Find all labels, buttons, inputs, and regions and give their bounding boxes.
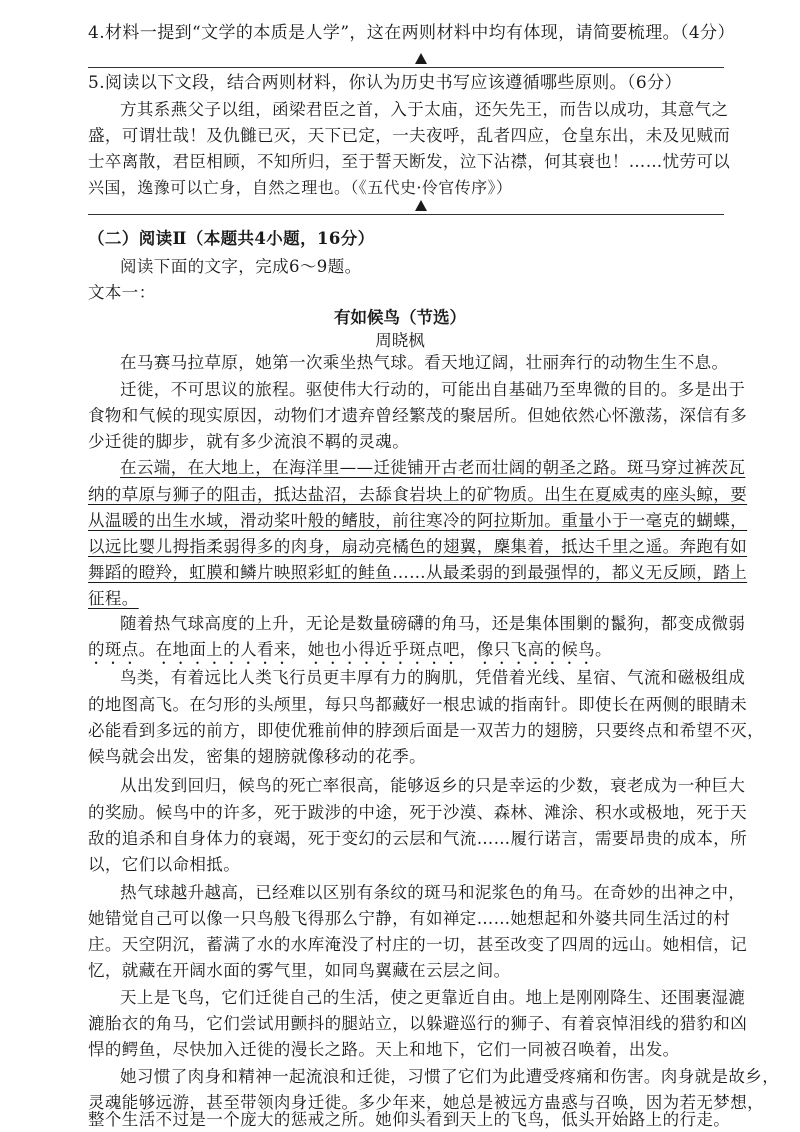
section-instruction: 阅读下面的文字，完成6～9题。 [120,257,362,276]
article-line: 她习惯了肉身和精神一起流浪和迁徙，习惯了它们为此遭受疼痛和伤害。肉身就是故乡， [120,1067,780,1086]
answer-line[interactable] [88,67,724,68]
question-4-number: 4. [88,23,106,43]
article-line: 的奖励。候鸟中的许多，死于跋涉的中途，死于沙漠、森林、滩涂、积水或极地，死于天 [88,803,748,822]
question-5 [88,73,682,93]
classical-passage-line: 士卒离散，君臣相顾，不知所归，至于誓天断发，泣下沾襟，何其衰也！……忧劳可以 [88,152,731,171]
article-line: 悍的鳄鱼，尽快加入迁徙的漫长之路。天上和地下，它们一同被召唤着，出发。 [88,1040,680,1059]
article-line: 热气球越升越高，已经难以区别有条纹的斑马和泥浆色的角马。在奇妙的出神之中， [120,883,746,902]
section-heading: （二）阅读Ⅱ（本题共4小题，16分） [88,229,375,248]
underlined-article-line: 纳的草原与狮子的阻击，抵达盐沼，去舔食岩块上的矿物质。出生在夏威夷的座头鲸，要 [88,485,748,504]
question-4-text: 材料一提到“文学的本质是人学”，这在两则材料中均有体现，请简要梳理。（4分） [105,23,735,43]
article-line: 在马赛马拉草原，她第一次乘坐热气球。看天地辽阔，壮丽奔行的动物生生不息。 [120,353,729,372]
article-line: 食物和气候的现实原因，动物们才遗弃曾经繁茂的聚居所。但她依然心怀激荡，深信有多 [88,406,748,425]
article-line: 鸟类，有着远比人类飞行员更丰厚有力的胸肌，凭借着光线、星宿、气流和磁极组成 [120,668,746,687]
question-5-text: 阅读以下文段，结合两则材料，你认为历史书写应该遵循哪些原则。（6分） [105,73,682,93]
article-line: 候鸟就会出发，密集的翅膀就像移动的花季。 [88,747,426,766]
article-line: 庄。天空阴沉，蓄满了水的水库淹没了村庄的一切，甚至改变了四周的远山。她相信，记 [88,935,748,954]
emphasized-article-line: 的斑点。在地面上的人看来，她也小得近乎斑点吧，像只飞高的候鸟。 [88,640,612,659]
article-line: 整个生活不过是一个庞大的惩戒之所。她仰头看到天上的飞鸟，低头开始路上的行走。 [88,1110,731,1129]
classical-passage-line: 方其系燕父子以组，函梁君臣之首，入于太庙，还矢先王，而告以成功，其意气之 [120,100,729,119]
article-line: 灵魂能够远游，甚至带领肉身迁徙。多少年来，她总是被远方蛊惑与召唤，因为若无梦想， [88,1093,764,1112]
article-line: 迁徙，不可思议的旅程。驱使伟大行动的，可能出自基础乃至卑微的目的。多是出于 [120,380,746,399]
answer-line[interactable] [88,214,724,215]
classical-passage-line: 兴国，逸豫可以亡身，自然之理也。（《五代史·伶官传序》） [88,178,513,197]
question-5-number: 5. [88,73,106,93]
article-line: 少迁徙的脚步，就有多少流浪不羁的灵魂。 [88,432,410,451]
classical-passage-line: 盛，可谓壮哉！及仇雠已灭，天下已定，一夫夜呼，乱者四应，仓皇东出，未及见贼而 [88,126,731,145]
article-line: 忆，就藏在开阔水面的雾气里，如同鸟翼藏在云层之间。 [88,961,511,980]
underlined-article-line: 从温暖的出生水域，滑动桨叶般的鳍肢，前往寒冷的阿拉斯加。重量小于一毫克的蝴蝶， [88,511,748,530]
article-title: 有如候鸟（节选） [334,308,466,327]
underlined-article-line: 在云端，在大地上，在海洋里——迁徙铺开古老而壮阔的朝圣之路。斑马穿过裤茨瓦 [120,458,746,477]
article-line: 从出发到回归，候鸟的死亡率很高，能够返乡的只是幸运的少数，衰老成为一种巨大 [120,776,746,795]
article-line: 以，它们以命相抵。 [88,855,241,874]
answer-area-marker-icon [415,200,427,211]
article-line: 随着热气球高度的上升，无论是数量磅礴的角马，还是集体围剿的鬣狗，都变成微弱 [120,614,746,633]
question-4 [88,23,735,43]
article-line: 漉胎衣的角马，它们尝试用颤抖的腿站立，以躲避巡行的狮子、有着哀悼泪线的猎豹和凶 [88,1014,748,1033]
underlined-article-line: 以远比婴儿拇指柔弱得多的肉身，扇动亮橘色的翅翼，麇集着，抵达千里之遥。奔跑有如 [88,537,748,556]
article-author: 周晓枫 [375,331,425,350]
article-line: 的地图高飞。在匀形的头颅里，每只鸟都藏好一根忠诚的指南针。即使长在两侧的眼睛未 [88,695,748,714]
article-line: 敌的追杀和自身体力的衰竭，死于变幻的云层和气流……履行诺言，需要昂贵的成本，所 [88,829,748,848]
article-line: 她错觉自己可以像一只鸟般飞得那么宁静，有如禅定……她想起和外婆共同生活过的村 [88,909,731,928]
underlined-article-line: 舞蹈的瞪羚，虹膜和鳞片映照彩虹的鲑鱼……从最柔弱的到最强悍的，都义无反顾，踏上 [88,563,748,582]
underlined-article-line: 征程。 [88,589,139,608]
article-line: 天上是飞鸟，它们迁徙自己的生活，使之更靠近自由。地上是刚刚降生、还围裹湿漉 [120,988,746,1007]
answer-area-marker-icon [415,53,427,64]
text-label: 文本一： [88,283,156,302]
article-line: 必能看到多远的前方，即使优雅前伸的脖颈后面是一双苦力的翅膀，只要终点和希望不灭， [88,721,764,740]
